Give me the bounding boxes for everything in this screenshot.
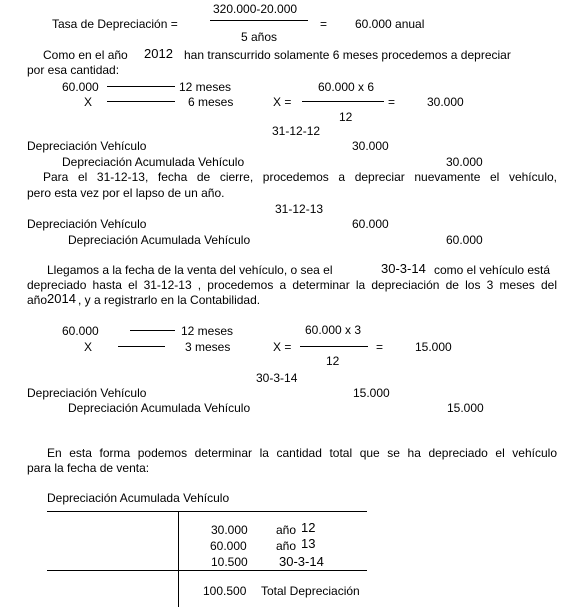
taccount-total-amount: 100.500 [203,584,247,598]
rule2-d: 3 meses [185,340,231,354]
taccount-row3-tag: 30-3-14 [279,554,324,569]
para2-line2: pero esta vez por el lapso de un año. [27,186,225,200]
formula1-denominator: 5 años [241,30,278,44]
rule2-c: X [84,340,93,354]
taccount-row1-tag: 12 [301,520,316,535]
entry1-credit-amount: 30.000 [446,155,483,169]
taccount-title: Depreciación Acumulada Vehículo [47,491,230,505]
taccount-total-line [47,570,367,571]
rule1-a: 60.000 [62,80,99,94]
rule2-fraction-line [300,346,368,347]
taccount-row1-label: año [276,523,297,537]
rule2-b: 12 meses [181,324,234,338]
para3-year: 2014 [47,291,76,306]
taccount-vertical-line [178,511,179,607]
entry3-credit-account: Depreciación Acumulada Vehículo [68,401,251,415]
taccount-row3-amount: 10.500 [211,555,248,569]
rule2-a: 60.000 [62,324,99,338]
para3-text-c: depreciado hasta el 31-12-13 , procedemos a determinar la depreciación de los 3 meses del [27,278,557,292]
rule2-numerator: 60.000 x 3 [305,323,362,337]
formula1-numerator: 320.000-20.000 [213,2,298,16]
para1-text-a: Como en el año [43,48,128,62]
taccount-row2-tag: 13 [301,536,316,551]
rule1-d: 6 meses [188,95,234,109]
rule1-equals: = [388,95,396,109]
formula1-fraction-line [210,20,308,21]
rule1-c: X [84,95,93,109]
para1-year: 2012 [144,46,173,61]
entry1-credit-account: Depreciación Acumulada Vehículo [62,155,245,169]
para3-text-b: como el vehículo está [434,263,551,277]
rule1-bottom-line [107,101,175,102]
para1-text-b: han transcurrido solamente 6 meses procedemos a depreciar [184,48,511,62]
rule2-denominator: 12 [326,354,340,368]
para3-date: 30-3-14 [381,261,426,276]
entry3-debit-account: Depreciación Vehículo [27,386,147,400]
rule1-b: 12 meses [179,80,232,94]
taccount-row2-label: año [276,539,297,553]
rule1-result: 30.000 [427,95,464,109]
para1-text-c: por esa cantidad: [27,63,120,77]
rule1-numerator: 60.000 x 6 [318,80,375,94]
entry2-debit-account: Depreciación Vehículo [27,217,147,231]
entry2-date: 31-12-13 [275,202,324,216]
entry2-credit-account: Depreciación Acumulada Vehículo [68,233,251,247]
rule2-xeq: X = [273,340,292,354]
rule1-denominator: 12 [339,110,353,124]
para3-text-a: Llegamos a la fecha de la venta del vehículo, o sea el [47,263,333,277]
para4-line1: En esta forma podemos determinar la cantidad total que se ha depreciado el vehículo [47,446,557,460]
formula1-label: Tasa de Depreciación = [52,17,178,31]
entry3-credit-amount: 15.000 [447,401,484,415]
formula1-equals: = [320,17,328,31]
entry3-debit-amount: 15.000 [353,386,390,400]
rule1-xeq: X = [273,95,292,109]
rule2-top-line [130,330,175,331]
rule1-fraction-line [302,101,384,102]
entry1-date: 31-12-12 [272,124,321,138]
entry2-credit-amount: 60.000 [446,233,483,247]
taccount-top-line [47,511,367,512]
formula1-result: 60.000 anual [355,17,425,31]
para4-line2: para la fecha de venta: [27,461,150,475]
para3-text-d: año [27,293,48,307]
rule1-top-line [107,86,175,87]
para3-text-e: , y a registrarlo en la Contabilidad. [78,293,261,307]
entry3-date: 30-3-14 [256,371,298,385]
rule2-bottom-line [118,346,165,347]
entry1-debit-amount: 30.000 [352,139,389,153]
taccount-total-label: Total Depreciación [261,584,360,598]
para2-line1: Para el 31-12-13, fecha de cierre, procedemos a depreciar nuevamente el vehículo, [43,170,557,184]
taccount-row2-amount: 60.000 [210,539,247,553]
rule2-equals: = [376,340,384,354]
taccount-row1-amount: 30.000 [211,523,248,537]
entry1-debit-account: Depreciación Vehículo [27,139,147,153]
entry2-debit-amount: 60.000 [352,217,389,231]
rule2-result: 15.000 [415,340,452,354]
